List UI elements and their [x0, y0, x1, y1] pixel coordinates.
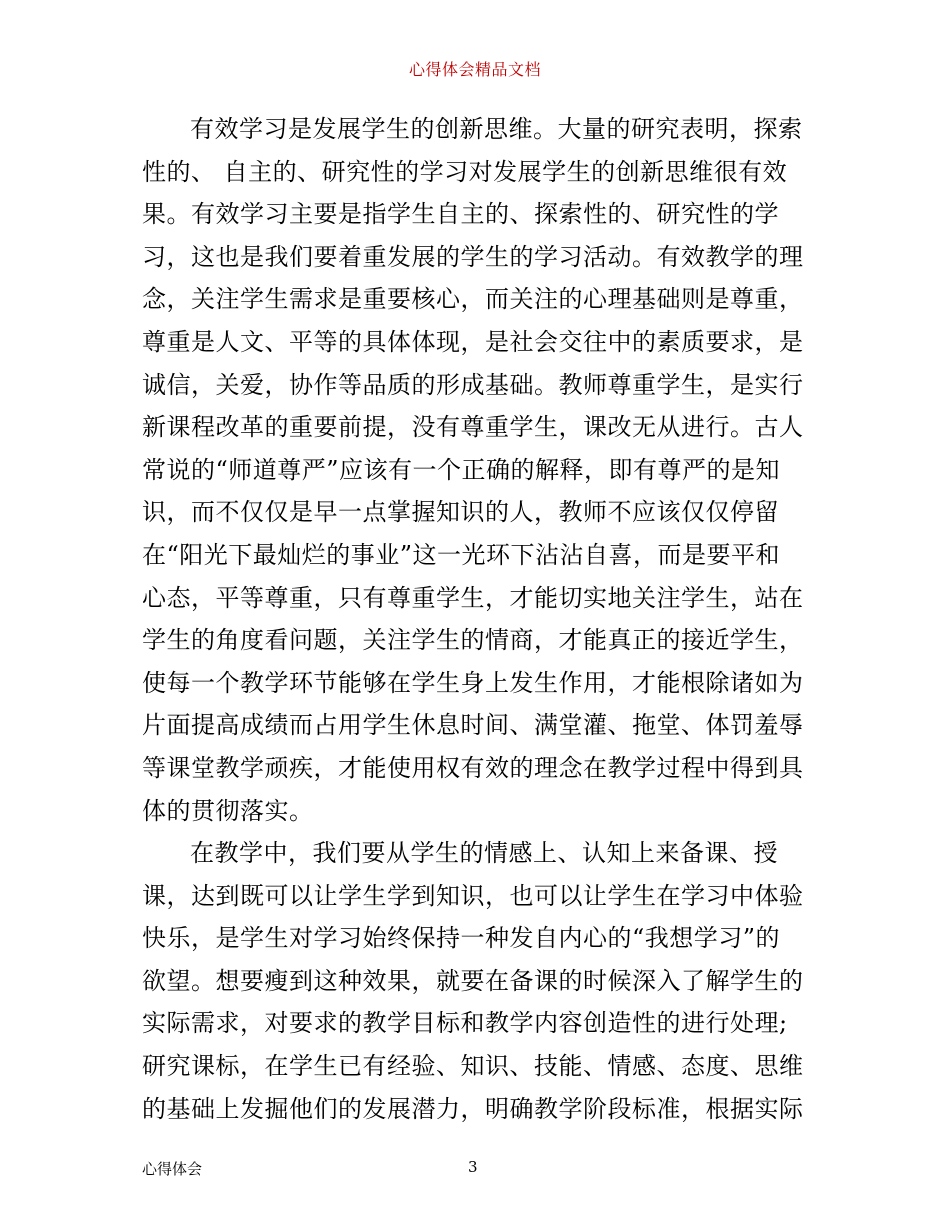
paragraph-line: 体的贯彻落实。 [142, 796, 314, 825]
paragraph-line: 在教学中，我们要从学生的情感上、认知上来备课、授 [190, 839, 778, 868]
paragraph-line: 等课堂教学顽疾，才能使用权有效的理念在教学过程中得到具 [142, 753, 804, 782]
paragraph-line: 片面提高成绩而占用学生休息时间、满堂灌、拖堂、体罚羞辱 [142, 711, 804, 740]
paragraph-line: 实际需求，对要求的教学目标和教学内容创造性的进行处理; [142, 1009, 788, 1038]
paragraph-line: 使每一个教学环节能够在学生身上发生作用，才能根除诸如为 [142, 668, 804, 697]
paragraph-line: 常说的“师道尊严”应该有一个正确的解释，即有尊严的是知 [142, 455, 781, 484]
paragraph-line: 心态，平等尊重，只有尊重学生，才能切实地关注学生，站在 [142, 583, 804, 612]
paragraph-line: 诚信，关爱，协作等品质的形成基础。教师尊重学生，是实行 [142, 370, 804, 399]
paragraph-line: 新课程改革的重要前提，没有尊重学生，课改无从进行。古人 [142, 413, 804, 442]
paragraph-line: 课，达到既可以让学生学到知识，也可以让学生在学习中体验 [142, 881, 804, 910]
paragraph-line: 习，这也是我们要着重发展的学生的学习活动。有效教学的理 [142, 242, 804, 271]
paragraph-line: 性的、 自主的、研究性的学习对发展学生的创新思维很有效 [142, 157, 788, 186]
paragraph-line: 果。有效学习主要是指学生自主的、探索性的、研究性的学 [142, 200, 779, 229]
document-body [142, 108, 812, 1130]
document-header: 心得体会精品文档 [408, 60, 541, 79]
paragraph-line: 有效学习是发展学生的创新思维。大量的研究表明，探索 [190, 115, 803, 143]
paragraph-line: 欲望。想要瘦到这种效果，就要在备课的时候深入了解学生的 [142, 966, 804, 995]
paragraph-line: 尊重是人文、平等的具体体现，是社会交往中的素质要求，是 [142, 327, 804, 356]
page-number: 3 [468, 1158, 478, 1176]
paragraph-line: 在“阳光下最灿烂的事业”这一光环下沾沾自喜，而是要平和 [142, 540, 781, 569]
paragraph-line: 快乐，是学生对学习始终保持一种发自内心的“我想学习”的 [142, 924, 781, 953]
paragraph-line: 的基础上发掘他们的发展潜力，明确教学阶段标准，根据实际 [142, 1094, 804, 1123]
paragraph-line: 学生的角度看问题，关注学生的情商，才能真正的接近学生， [142, 626, 804, 655]
paragraph-line: 识，而不仅仅是早一点掌握知识的人，教师不应该仅仅停留 [142, 498, 779, 527]
footer-label: 心得体会 [142, 1160, 203, 1178]
paragraph-line: 念，关注学生需求是重要核心，而关注的心理基础则是尊重， [142, 285, 804, 314]
paragraph-line: 研究课标，在学生已有经验、知识、技能、情感、态度、思维 [142, 1052, 804, 1081]
